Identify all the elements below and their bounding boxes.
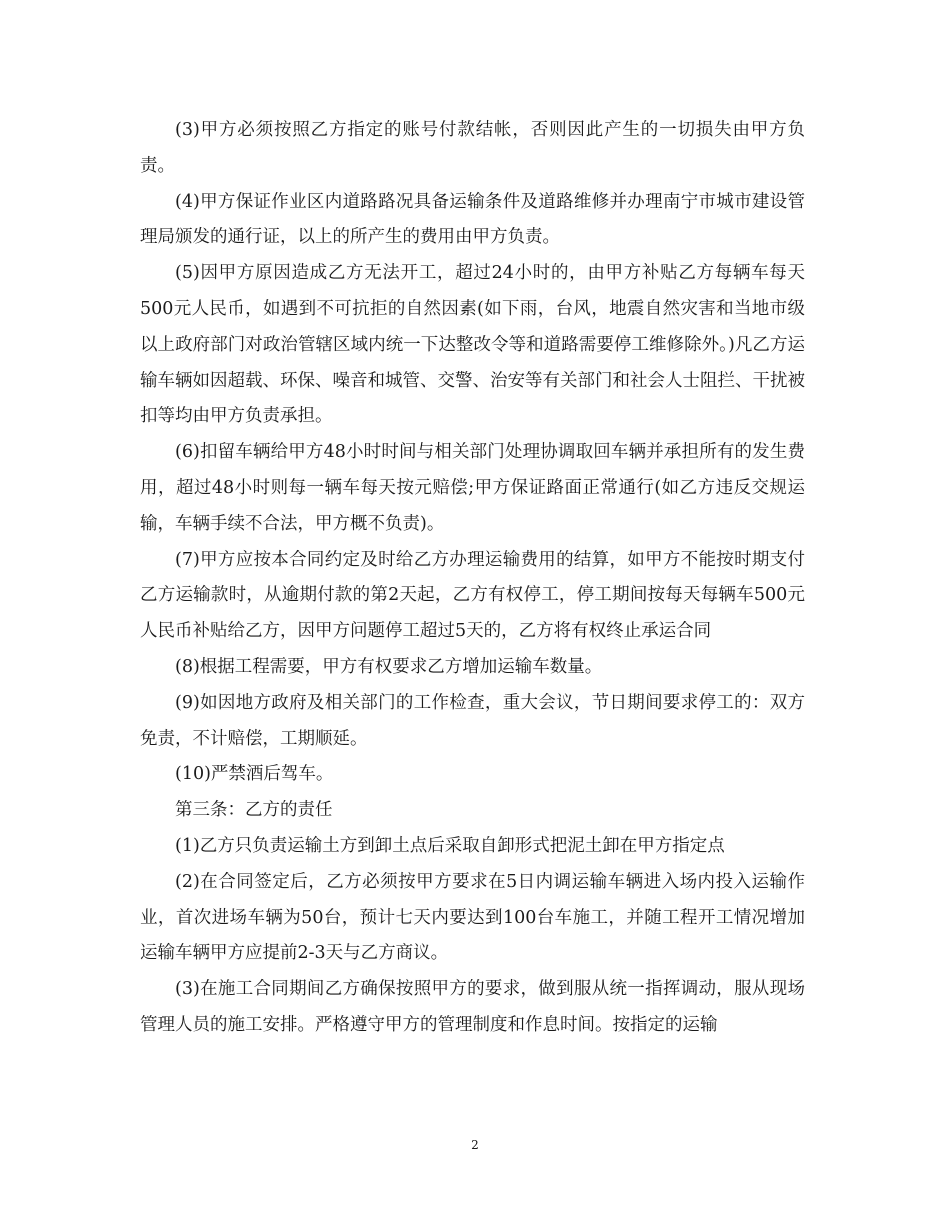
paragraph: (2)在合同签定后，乙方必须按甲方要求在5日内调运输车辆进入场内投入运输作业，首次进场车辆为50台，预计七天内要达到100台车施工，并随工程开工情况增加运输车辆甲方应提前2-3天与乙方商议。 xyxy=(140,871,805,964)
paragraph: (3)甲方必须按照乙方指定的账号付款结帐，否则因此产生的一切损失由甲方负责。 xyxy=(140,120,805,176)
paragraph: (4)甲方保证作业区内道路路况具备运输条件及道路维修并办理南宁市城市建设管理局颁发的通行证，以上的所产生的费用由甲方负责。 xyxy=(140,191,805,248)
paragraph: (5)因甲方原因造成乙方无法开工，超过24小时的，由甲方补贴乙方每辆车每天500元人民币，如遇到不可抗拒的自然因素(如下雨，台风，地震自然灾害和当地市级以上政府部门对政治管辖区域内统一下达整改令等和道路需要停工维修除外。)凡乙方运输车辆如因超载、环保、噪音和城管、交警、治安等有关部门和社会人士阻拦、干扰被扣等均由甲方负责承担。 xyxy=(140,263,805,427)
paragraph: (3)在施工合同期间乙方确保按照甲方的要求，做到服从统一指挥调动，服从现场管理人员的施工安排。严格遵守甲方的管理制度和作息时间。按指定的运输 xyxy=(140,979,805,1035)
paragraph: (1)乙方只负责运输土方到卸土点后采取自卸形式把泥土卸在甲方指定点 xyxy=(175,835,725,856)
paragraph: (8)根据工程需要，甲方有权要求乙方增加运输车数量。 xyxy=(175,656,603,677)
page-number: 2 xyxy=(471,1138,479,1152)
paragraph: (9)如因地方政府及相关部门的工作检查，重大会议，节日期间要求停工的：双方免责，不计赔偿，工期顺延。 xyxy=(140,692,805,749)
paragraph: (6)扣留车辆给甲方48小时时间与相关部门处理协调取回车辆并承担所有的发生费用，超过48小时则每一辆车每天按元赔偿;甲方保证路面正常通行(如乙方违反交规运输，车辆手续不合法，甲方概不负责)。 xyxy=(140,442,805,534)
paragraph: (10)严禁酒后驾车。 xyxy=(175,764,334,785)
document-body xyxy=(140,113,805,1044)
section-heading: 第三条：乙方的责任 xyxy=(175,800,333,821)
paragraph: (7)甲方应按本合同约定及时给乙方办理运输费用的结算，如甲方不能按时期支付乙方运输款时，从逾期付款的第2天起，乙方有权停工，停工期间按每天每辆车500元人民币补贴给乙方，因甲方问题停工超过5天的，乙方将有权终止承运合同 xyxy=(140,549,805,642)
